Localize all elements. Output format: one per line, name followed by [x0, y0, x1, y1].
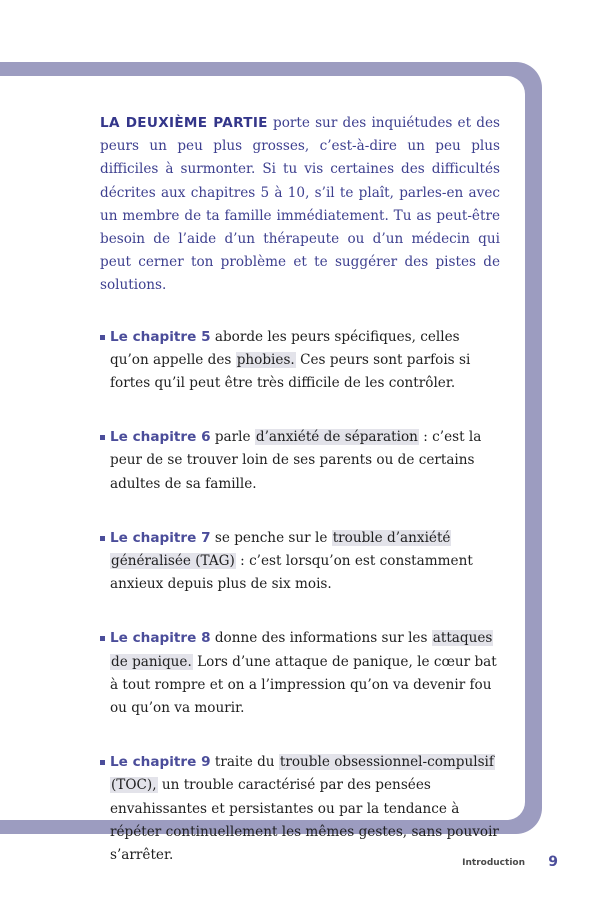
item-text: un trouble caractérisé par des pensées envahissantes et persistantes ou par la tendance à répéter continuellement les mêmes gestes, sans pouvoir s’arrêter. [110, 777, 499, 864]
intro-lead: LA DEUXIÈME PARTIE [100, 115, 268, 131]
item-text: : c’est la peur de se trouver loin de ses parents ou de certains adultes de sa famille. [110, 429, 482, 492]
highlighted-term: trouble obsessionnel-compulsif (TOC), [111, 754, 494, 794]
list-item [100, 627, 500, 720]
highlighted-term: d’anxiété de séparation [255, 429, 418, 446]
page-number: 9 [548, 854, 558, 870]
intro-text: porte sur des inquiétudes et des peurs un peu plus grosses, c’est-à-dire un peu plus difficiles à surmonter. Si tu vis certaines des difficultés décrites aux chapitres 5 à 10, s’il te plaît, parles-en avec un membre de ta famille immédiatement. Tu as peut-être besoin de l’aide d’un thérapeute ou d’un médecin qui peut cerner ton problème et te suggérer des pistes de solutions. [100, 115, 500, 294]
intro-paragraph [100, 112, 500, 298]
chapter-label: Le chapitre 9 [110, 754, 211, 771]
footer-section-label: Introduction [462, 858, 525, 868]
item-text: Lors d’une attaque de panique, le cœur bat à tout rompre et on a l’impression qu’on va devenir fou ou qu’on va mourir. [110, 653, 497, 717]
item-text: donne des informations sur les [210, 630, 432, 647]
item-text: aborde les peurs spécifiques, celles qu’on appelle des [110, 328, 460, 368]
bullet-square-icon [100, 636, 105, 641]
chapter-label: Le chapitre 7 [110, 529, 211, 546]
item-text: traite du [210, 754, 279, 771]
item-text: parle [210, 429, 255, 446]
item-text: : c’est lorsqu’on est constamment anxieux depuis plus de six mois. [110, 553, 473, 593]
chapter-label: Le chapitre 5 [110, 328, 211, 345]
bullet-square-icon [100, 536, 105, 541]
list-item [100, 751, 500, 867]
item-text: Ces peurs sont parfois si fortes qu’il peut être très difficile de les contrôler. [110, 351, 471, 392]
bullet-square-icon [100, 760, 105, 765]
chapter-label: Le chapitre 8 [110, 630, 211, 647]
highlighted-term: attaques de panique. [111, 630, 493, 670]
main-content [100, 112, 500, 898]
item-text: se penche sur le [210, 529, 332, 546]
chapter-label: Le chapitre 6 [110, 429, 211, 446]
highlighted-term: trouble d’anxiété généralisée (TAG) [111, 529, 451, 570]
bullet-square-icon [100, 435, 105, 440]
list-item [100, 426, 500, 496]
chapter-list [100, 326, 500, 868]
highlighted-term: phobies. [236, 351, 295, 368]
list-item [100, 527, 500, 597]
list-item [100, 326, 500, 396]
bullet-square-icon [100, 335, 105, 340]
